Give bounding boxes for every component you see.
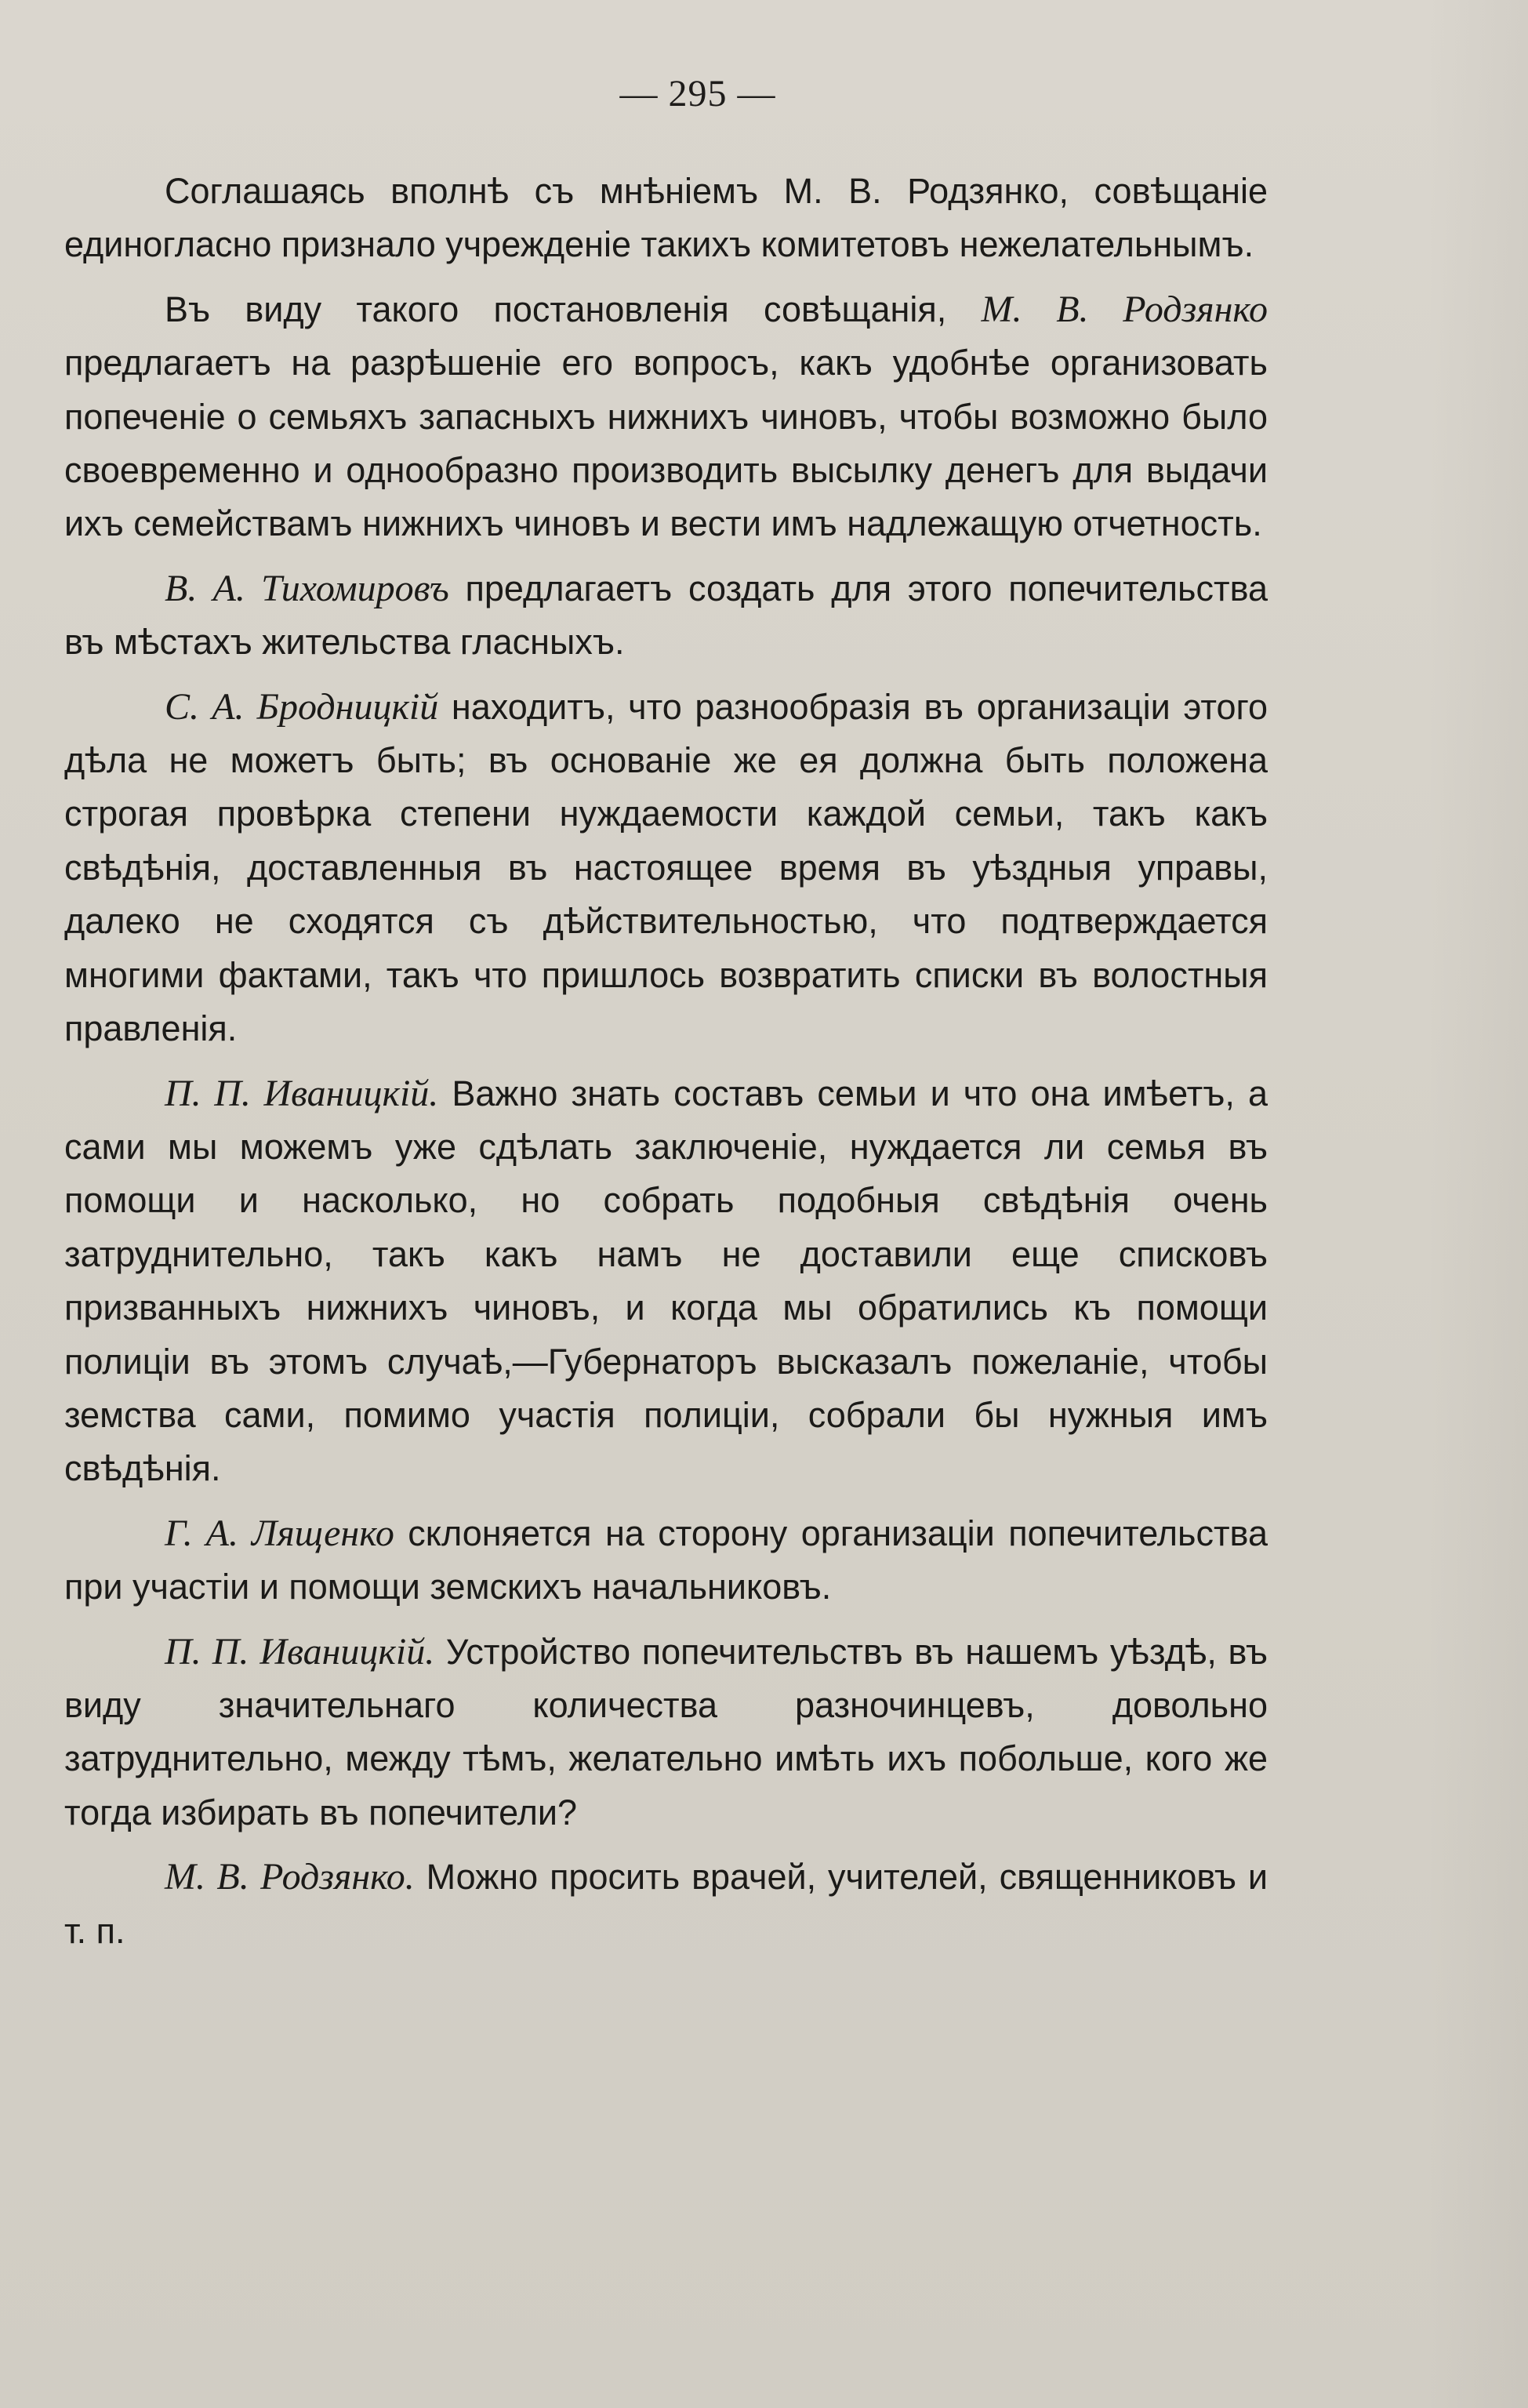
paragraph-5 bbox=[64, 1067, 1268, 1496]
page-edge-shadow bbox=[1426, 0, 1528, 2408]
speaker-name: В. А. Тихомировъ bbox=[165, 567, 449, 609]
paragraph-2 bbox=[64, 283, 1268, 551]
speaker-name: С. А. Бродницкій bbox=[165, 685, 439, 728]
speaker-name: П. П. Иваницкій. bbox=[165, 1072, 439, 1114]
speaker-name: М. В. Родзянко bbox=[981, 288, 1268, 330]
paragraph-text: Устройство попечительствъ въ нашемъ уѣздѣ, въ виду значительнаго количества разночинцевъ, довольно затруднительно, между тѣмъ, желательно имѣть ихъ побольше, кого же тогда избирать въ попечители? bbox=[64, 1631, 1268, 1832]
paragraph-8 bbox=[64, 1850, 1268, 1958]
paragraph-text: Важно знать составъ семьи и что она имѣетъ, а сами мы можемъ уже сдѣлать заключеніе, нуждается ли семья въ помощи и насколько, но собрать подобныя свѣдѣнія очень затруднительно, такъ какъ намъ не доставили еще списковъ призванныхъ нижнихъ чиновъ, и когда мы обратились къ помощи полиціи въ этомъ случаѣ,—Губернаторъ высказалъ пожеланіе, чтобы земства сами, помимо участія полиціи, собрали бы нужныя имъ свѣдѣнія. bbox=[64, 1073, 1268, 1489]
paragraph-text: находитъ, что разнообразія въ организаціи этого дѣла не можетъ быть; въ основаніе же ея должна быть положена строгая провѣрка степени нуждаемости каждой семьи, такъ какъ свѣдѣнія, доставленныя въ настоящее время въ уѣздныя управы, далеко не сходятся съ дѣйствительностью, что подтверждается многими фактами, такъ что пришлось возвратить списки въ волостныя правленія. bbox=[64, 686, 1268, 1049]
paragraph-4 bbox=[64, 681, 1268, 1056]
speaker-name: Г. А. Лященко bbox=[165, 1512, 394, 1554]
paragraph-6 bbox=[64, 1507, 1268, 1614]
paragraph-1 bbox=[64, 165, 1268, 272]
speaker-name: М. В. Родзянко. bbox=[165, 1856, 415, 1898]
paragraph-3 bbox=[64, 562, 1268, 670]
speaker-name: П. П. Иваницкій. bbox=[165, 1630, 435, 1673]
paragraph-text: Въ виду такого постановленія совѣщанія, bbox=[165, 289, 982, 329]
paragraph-text: предлагаетъ на разрѣшеніе его вопросъ, какъ удобнѣе организовать попеченіе о семьяхъ запасныхъ нижнихъ чиновъ, чтобы возможно было своевременно и однообразно производить высылку денегъ для выдачи ихъ семействамъ нижнихъ чиновъ и вести имъ надлежащую отчетность. bbox=[64, 343, 1268, 544]
paragraph-7 bbox=[64, 1625, 1268, 1840]
paragraph-text: склоняется на сторону организаціи попечительства при участіи и помощи земскихъ начальниковъ. bbox=[64, 1513, 1268, 1607]
paragraph-text: Можно просить врачей, учителей, священниковъ и т. п. bbox=[64, 1857, 1268, 1951]
page-number: — 295 — bbox=[619, 73, 776, 114]
paragraph-text: предлагаетъ создать для этого попечительства въ мѣстахъ жительства гласныхъ. bbox=[64, 568, 1268, 663]
paragraph-text: Соглашаясь вполнѣ съ мнѣніемъ М. В. Родзянко, совѣщаніе единогласно признало учрежденіе такихъ комитетовъ нежелательнымъ. bbox=[64, 171, 1268, 265]
body-text bbox=[64, 165, 1268, 1969]
